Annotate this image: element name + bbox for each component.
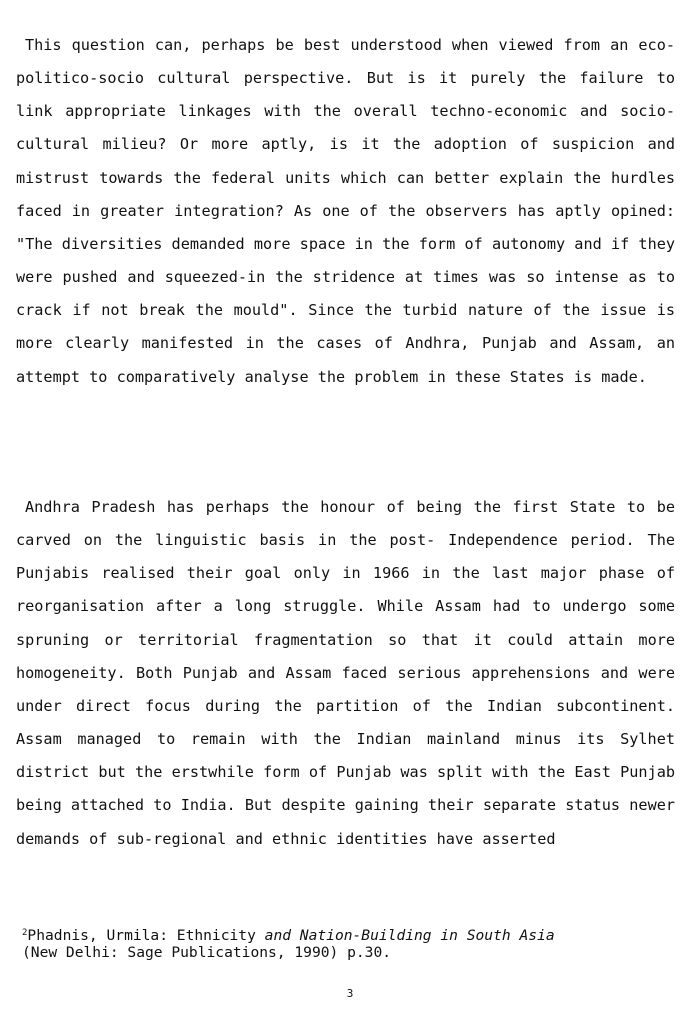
paragraph-text: Andhra Pradesh has perhaps the honour of being the first State to be carved on the linguistic basis in the post- Independence period. The Punjabis realised their goal only in 1966 in the last major phase of reorganisation after a long struggle. While Assam had to undergo some spruning or territorial fragmentation so that it could attain more homogeneity. Both Punjab and Assam faced serious apprehensions and were under direct focus during the partition of the Indian subcontinent. Assam managed to remain with the Indian mainland minus its Sylhet district but the erstwhile form of Punjab was split with the East Punjab being attached to India. But despite gaining their separate status newer demands of sub-regional and ethnic identities have asserted	[16, 498, 675, 848]
body-paragraph-2	[16, 491, 675, 856]
footnote-marker: 2	[22, 928, 28, 938]
body-paragraph-1	[16, 29, 675, 394]
page-number: 3	[346, 987, 354, 1000]
footnote-author: Phadnis, Urmila: Ethnicity	[27, 927, 265, 944]
paragraph-text: This question can, perhaps be best understood when viewed from an eco-politico-socio cultural perspective. But is it purely the failure to link appropriate linkages with the overall techno-economic and socio-cultural milieu? Or more aptly, is it the adoption of suspicion and mistrust towards the federal units which can better explain the hurdles faced in greater integration? As one of the observers has aptly opined: "The diversities demanded more space in the form of autonomy and if they were pushed and squeezed-in the stridence at times was so intense as to crack if not break the mould". Since the turbid nature of the issue is more clearly manifested in the cases of Andhra, Punjab and Assam, an attempt to comparatively analyse the problem in these States is made.	[16, 36, 675, 386]
footnote	[22, 927, 682, 961]
footnote-publication: (New Delhi: Sage Publications, 1990) p.30.	[22, 944, 392, 961]
footnote-title: and Nation-Building in South Asia	[264, 927, 555, 944]
